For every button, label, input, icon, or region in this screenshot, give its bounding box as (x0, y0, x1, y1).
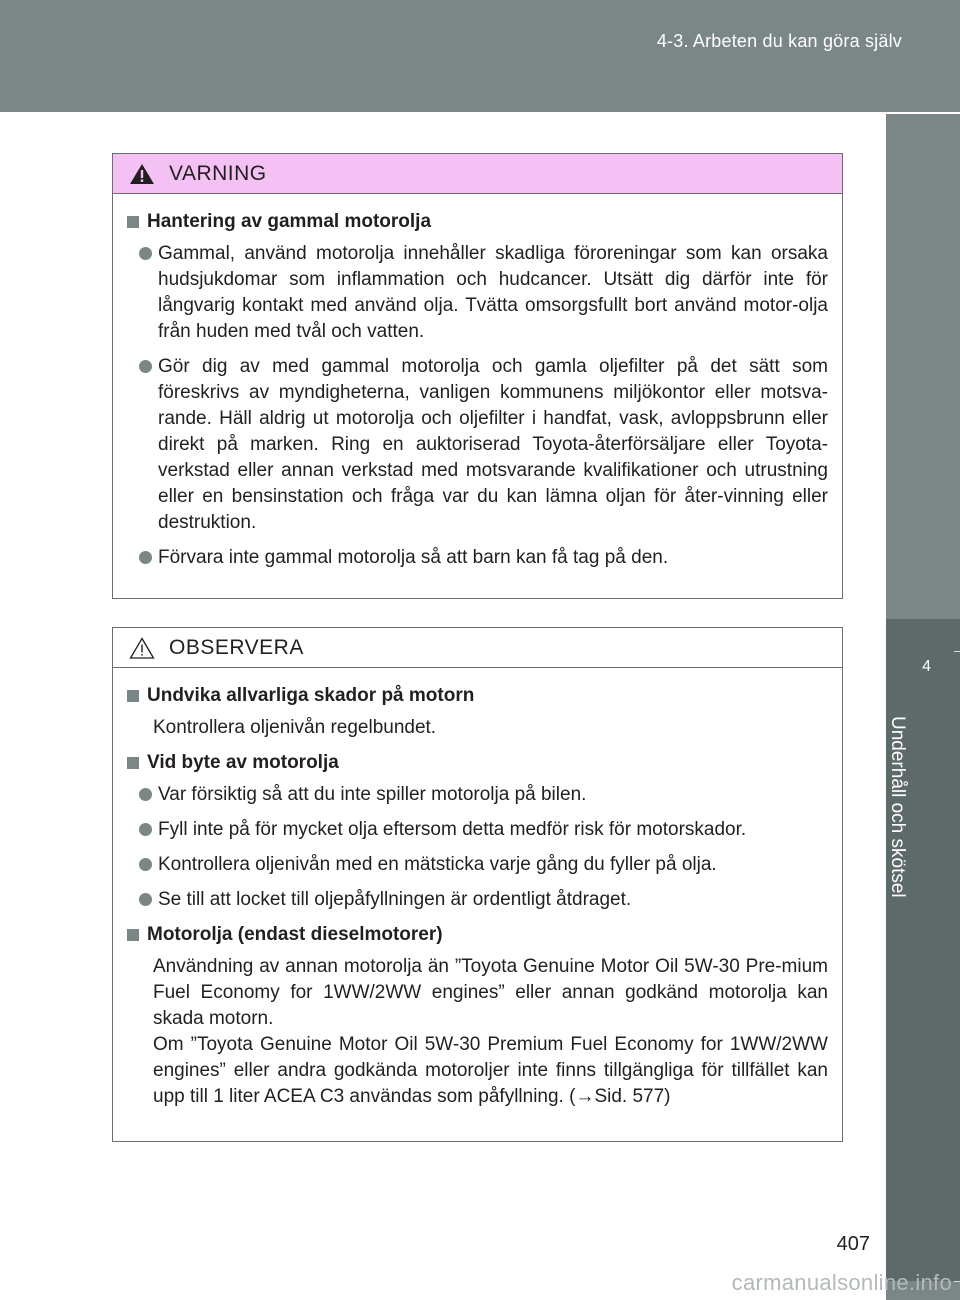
section-heading-text: Undvika allvarliga skador på motorn (147, 685, 475, 706)
section-heading (127, 922, 828, 948)
warning-content (113, 194, 842, 571)
notice-box (112, 627, 843, 1142)
list-item (139, 887, 828, 913)
square-bullet-icon (127, 216, 139, 228)
paragraph-line: Användning av annan motorolja än ”Toyota Genuine Motor Oil 5W-30 Pre-mium Fuel Economy for 1WW/2WW engines” eller annan godkänd motorolja kan skada motorn. (153, 956, 828, 1029)
section-heading-text: Hantering av gammal motorolja (147, 211, 432, 232)
notice-title: OBSERVERA (169, 635, 304, 659)
list-item-text: Kontrollera oljenivån med en mätsticka varje gång du fyller på olja. (158, 854, 717, 875)
paragraph-line: Om ”Toyota Genuine Motor Oil 5W-30 Premium Fuel Economy for 1WW/2WW engines” eller andra godkända motoroljer inte finns tillgängliga för tillfället kan upp till 1 liter ACEA C3 användas som påfyllning. (→Sid. 577) (153, 1034, 828, 1107)
list-item-text: Var försiktig så att du inte spiller motorolja på bilen. (158, 784, 587, 805)
page-number: 407 (836, 1233, 870, 1255)
chapter-label: Underhåll och skötsel (887, 716, 908, 898)
chapter-number: 4 (922, 658, 931, 675)
notice-content (113, 668, 842, 1110)
section-heading-text: Vid byte av motorolja (147, 752, 339, 773)
bullet-icon (139, 788, 152, 801)
square-bullet-icon (127, 757, 139, 769)
section-heading (127, 683, 828, 709)
list-item-text: Se till att locket till oljepåfyllningen är ordentligt åtdraget. (158, 889, 632, 910)
paragraph (153, 954, 828, 1110)
section-heading (127, 209, 828, 235)
bullet-icon (139, 823, 152, 836)
warning-box (112, 153, 843, 599)
section-heading-text: Motorolja (endast dieselmotorer) (147, 924, 443, 945)
list-item-text: Gör dig av med gammal motorolja och gamla oljefilter på det sätt som föreskrivs av myndigheterna, vanligen kommunens miljökontor eller motsva-rande. Häll aldrig ut motorolja och oljefilter i handfat, vask, avloppsbrunn eller direkt på marken. Ring en auktoriserad Toyota-återförsäljare eller Toyota-verkstad eller annan verkstad med motsvarande kvalifikationer och utrustning eller en bensinstation och fråga var du kan lämna oljan för åter-vinning eller destruktion. (158, 356, 828, 533)
crop-mark (954, 1281, 960, 1282)
section-title: 4-3. Arbeten du kan göra själv (656, 31, 902, 51)
warning-title: VARNING (169, 161, 267, 185)
list-item-text: Fyll inte på för mycket olja eftersom detta medför risk för motorskador. (158, 819, 747, 840)
list-item (139, 852, 828, 878)
square-bullet-icon (127, 929, 139, 941)
paragraph: Kontrollera oljenivån regelbundet. (153, 717, 437, 738)
warning-triangle-icon (129, 163, 155, 185)
bullet-icon (139, 858, 152, 871)
caution-triangle-icon (129, 637, 155, 659)
list-item (139, 817, 828, 843)
list-item-text: Förvara inte gammal motorolja så att barn kan få tag på den. (158, 547, 669, 568)
list-item (139, 241, 828, 345)
header-band (0, 0, 960, 112)
bullet-icon (139, 893, 152, 906)
list-item-text: Gammal, använd motorolja innehåller skadliga föroreningar som kan orsaka hudsjukdomar som inflammation och hudcancer. Utsätt dig därför inte för långvarig kontakt med använd olja. Tvätta omsorgsfullt bort använd motor-olja från huden med tvål och vatten. (158, 243, 828, 342)
list-item (139, 545, 828, 571)
watermark: carmanualsonline.info (731, 1270, 952, 1295)
square-bullet-icon (127, 690, 139, 702)
bullet-icon (139, 360, 152, 373)
bullet-icon (139, 247, 152, 260)
crop-mark (954, 651, 960, 652)
bullet-icon (139, 551, 152, 564)
section-heading (127, 750, 828, 776)
list-item (139, 782, 828, 808)
warning-header (113, 154, 842, 194)
list-item (139, 354, 828, 536)
notice-header (113, 628, 842, 668)
